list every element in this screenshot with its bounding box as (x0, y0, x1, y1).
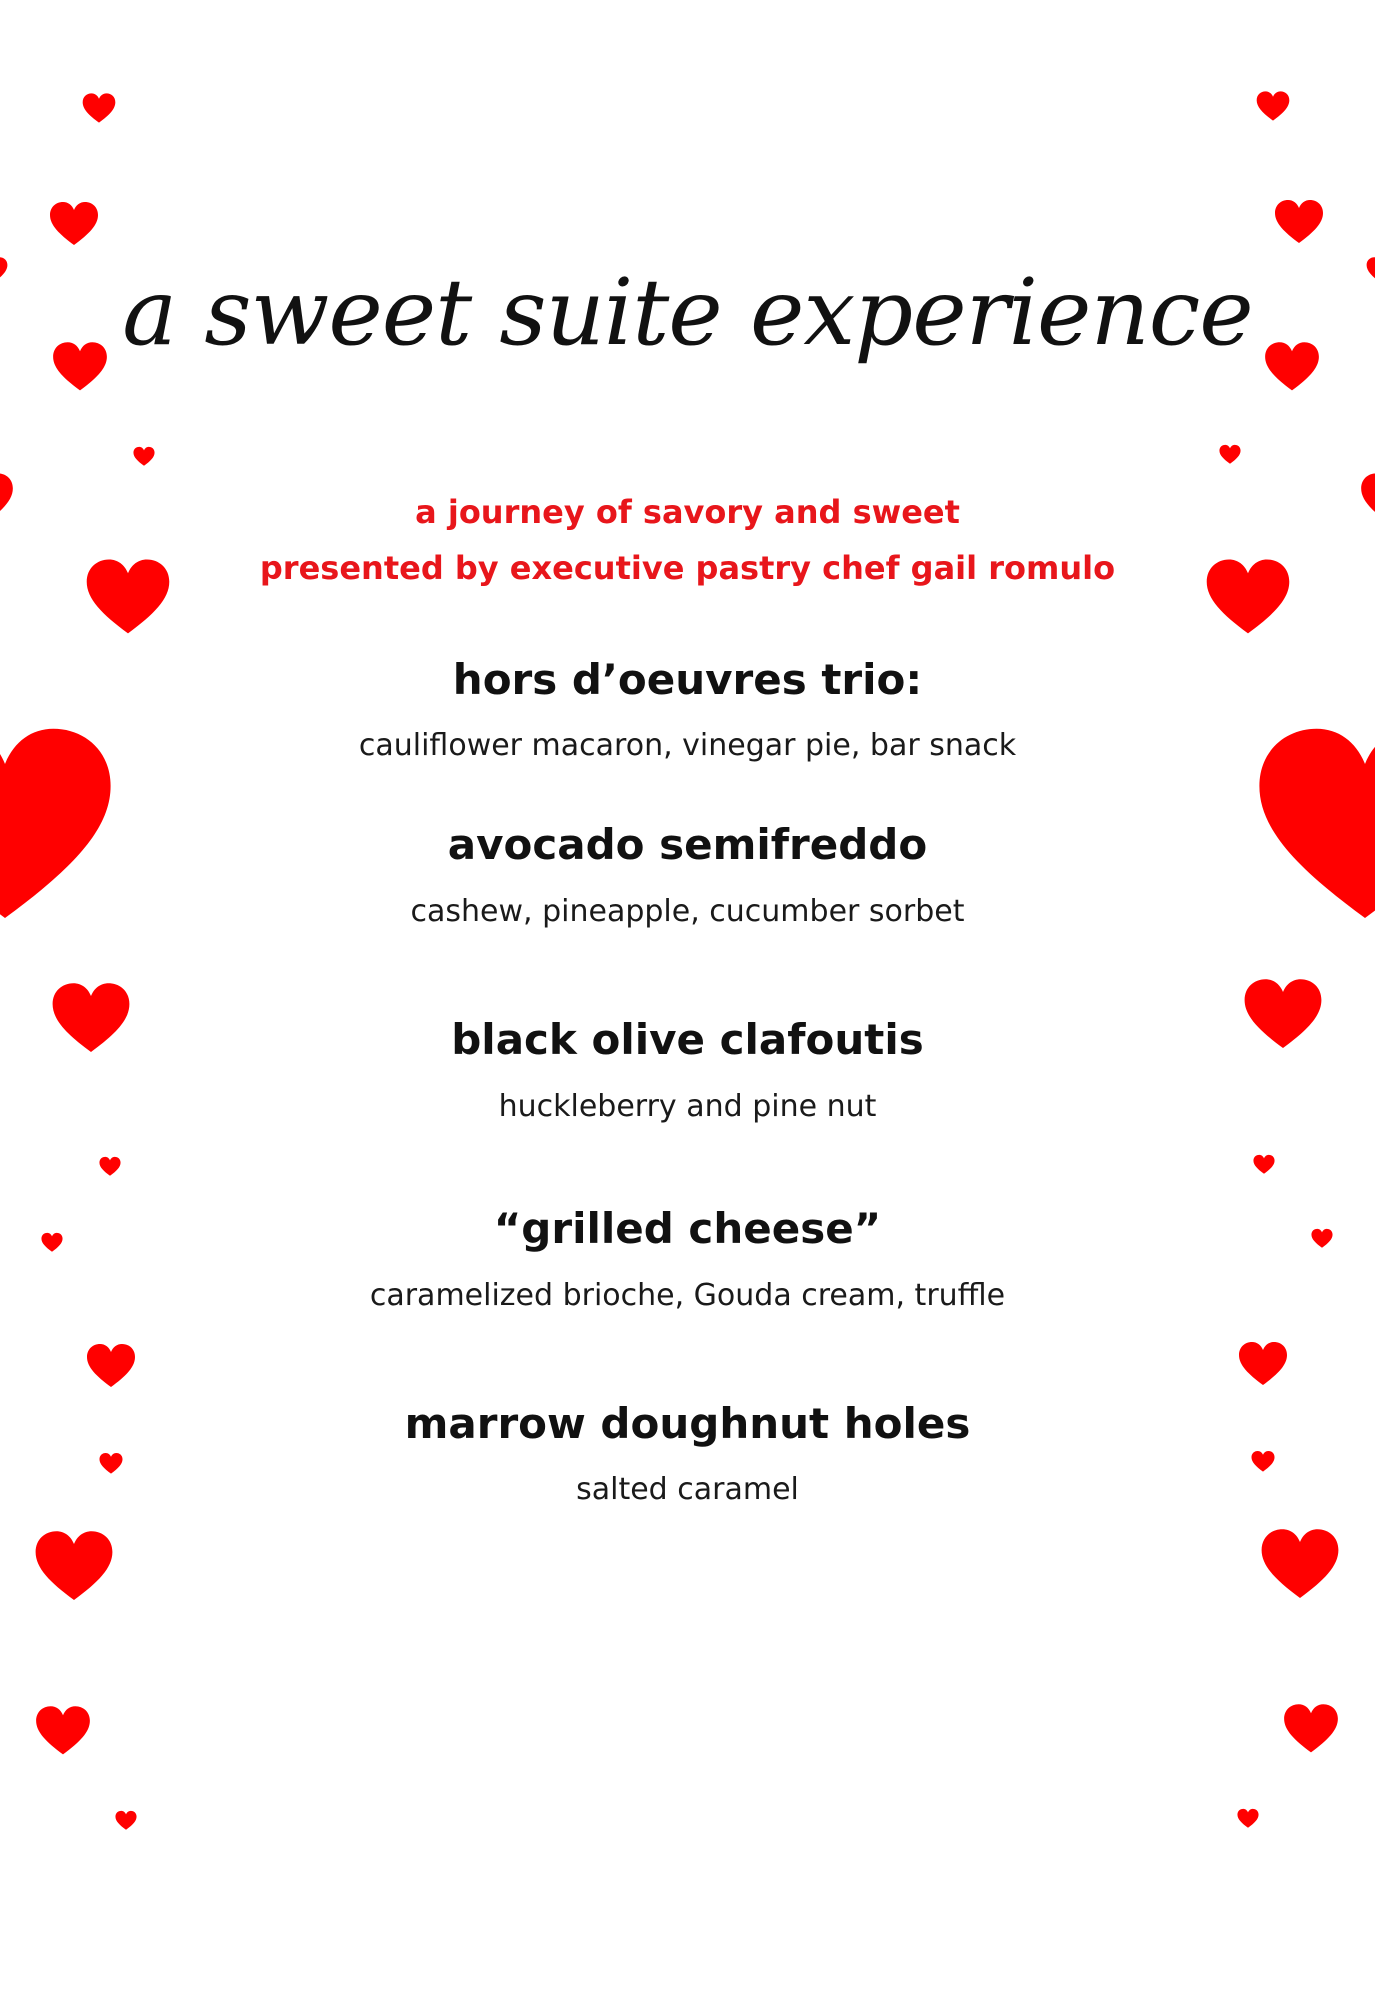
heart-icon (1256, 90, 1290, 124)
course-name: “grilled cheese” (493, 1204, 882, 1253)
course-description: caramelized brioche, Gouda cream, truffle (369, 1278, 1006, 1313)
course-description: huckleberry and pine nut (498, 1089, 877, 1124)
heart-icon (1252, 1154, 1276, 1176)
menu-subtitle-line1: a journey of savory and sweet (415, 493, 960, 531)
course-name: marrow doughnut holes (404, 1399, 971, 1448)
heart-icon (1218, 444, 1242, 466)
heart-icon (1280, 1702, 1342, 1758)
heart-icon (84, 1342, 138, 1392)
course-description: cauliflower macaron, vinegar pie, bar snack (358, 728, 1017, 763)
menu-title: a sweet suite experience (122, 259, 1253, 366)
heart-icon (114, 1810, 138, 1832)
heart-icon (1236, 1340, 1290, 1390)
heart-icon (32, 1704, 94, 1760)
heart-icon (32, 1528, 116, 1608)
menu-subtitle-line2: presented by executive pastry chef gail romulo (259, 549, 1116, 587)
heart-icon (98, 1156, 122, 1178)
heart-icon (1258, 1526, 1342, 1606)
course-description: cashew, pineapple, cucumber sorbet (410, 894, 965, 929)
course-name: hors d’oeuvres trio: (452, 655, 923, 704)
heart-icon (82, 92, 116, 126)
course-name: avocado semifreddo (447, 820, 928, 869)
heart-icon (132, 446, 156, 468)
heart-icon (1236, 1808, 1260, 1830)
course-name: black olive clafoutis (451, 1015, 924, 1064)
course-description: salted caramel (576, 1472, 799, 1507)
